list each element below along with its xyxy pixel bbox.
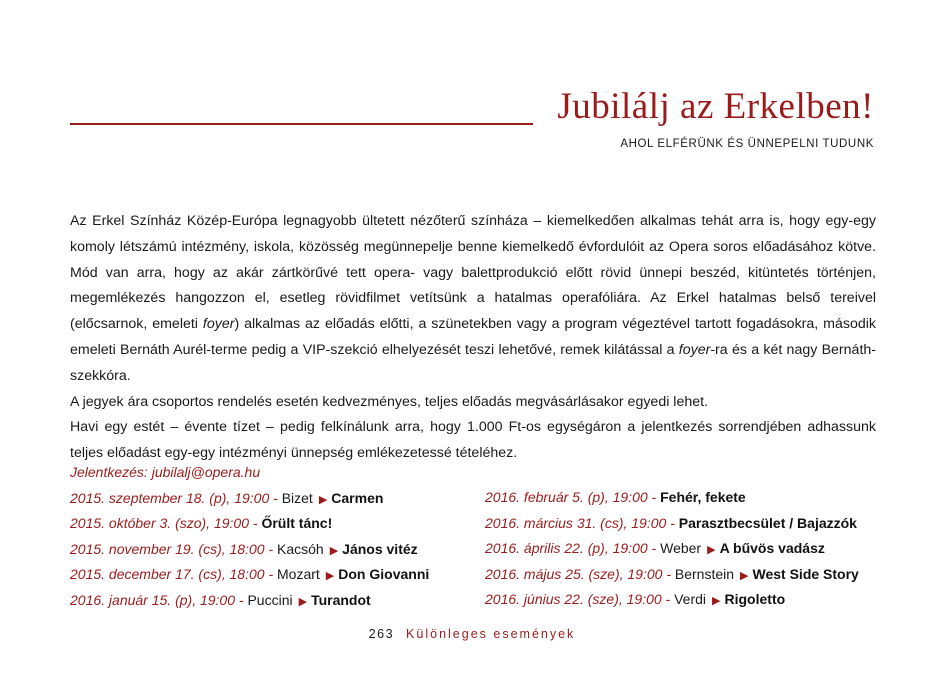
triangle-right-icon: ▶ — [325, 570, 335, 583]
schedule-row[interactable] — [485, 511, 859, 537]
triangle-right-icon: ▶ — [707, 544, 716, 557]
work-title: János vitéz — [342, 540, 418, 557]
contact-line[interactable]: Jelentkezés: jubilalj@opera.hu — [70, 464, 261, 480]
paragraph-pricing: A jegyek ára csoportos rendelés esetén kedvezményes, teljes előadás megvásárlásakor egyedi lehet. — [70, 393, 709, 410]
performance-date: 2016. június 22. (sze), 19:00 - — [485, 591, 675, 608]
composer-name: Bizet — [281, 489, 313, 506]
composer-name: Weber — [660, 540, 702, 557]
paragraph-part: ) alkalmas az előadás előtti, a szünetekben vagy a program végeztével tartott fogadásokra, második emeleti Bernáth Aurél-terme pedig a VIP-szekció elhelyezését teszi lehetővé, remek kilátással a — [70, 316, 876, 358]
page-subtitle: AHOL ELFÉRÜNK ÉS ÜNNEPELNI TUDUNK — [620, 138, 874, 150]
triangle-right-icon: ▶ — [740, 569, 749, 582]
schedule-row[interactable] — [70, 486, 429, 512]
work-title: Carmen — [331, 489, 384, 506]
work-title: Fehér, fekete — [660, 489, 746, 505]
performance-date: 2015. szeptember 18. (p), 19:00 - — [70, 489, 282, 506]
schedule-row[interactable] — [70, 537, 429, 563]
composer-name: Mozart — [277, 566, 320, 583]
performance-date: 2016. április 22. (p), 19:00 - — [485, 540, 661, 557]
schedule-row[interactable] — [70, 562, 429, 588]
schedule-row[interactable] — [485, 587, 859, 613]
work-title: Rigoletto — [724, 591, 786, 608]
performance-date: 2016. január 15. (p), 19:00 - — [70, 591, 248, 608]
performance-date: 2016. február 5. (p), 19:00 - — [485, 489, 661, 505]
schedule-right — [485, 485, 859, 613]
triangle-right-icon: ▶ — [329, 544, 339, 557]
work-title: West Side Story — [752, 565, 859, 582]
title-rule — [70, 123, 533, 125]
schedule-row[interactable] — [485, 485, 859, 511]
foyer-term: foyer — [202, 316, 235, 333]
paragraph-offer: Havi egy estét – évente tízet – pedig felkínálunk arra, hogy 1.000 Ft-os egységáron a jelentkezés sorrendjében adhassunk teljes előadást egy-egy intézményi ünnepség emlékezetessé tételéhez. — [70, 419, 876, 462]
performance-date: 2015. december 17. (cs), 18:00 - — [70, 566, 277, 583]
body-text — [70, 209, 876, 467]
triangle-right-icon: ▶ — [712, 595, 721, 608]
paragraph-part: Az Erkel Színház Közép-Európa legnagyobb ültetett nézőterű színháza – kiemelkedően alkalmas tehát arra is, hogy egy-egy komoly létszámú intézmény, iskola, közösség megünnepelje benne kiemelkedő évfordulóit az Opera soros előadásához kötve. Mód van arra, hogy az akár zártkörűvé tett opera- vagy balettprodukció előtt rövid ünnepi beszéd, kitüntetés történjen, megemlékezés hangozzon el, esetleg rövidfilmet vetítsünk a hatalmas operafóliára. Az Erkel hatalmas belső tereivel (előcsarnok, emeleti — [70, 213, 876, 333]
triangle-right-icon: ▶ — [298, 595, 308, 608]
schedule-row[interactable] — [70, 588, 429, 614]
performance-date: 2015. november 19. (cs), 18:00 - — [70, 540, 277, 557]
triangle-right-icon: ▶ — [318, 493, 328, 506]
performance-date: 2015. október 3. (szo), 19:00 - — [70, 515, 262, 532]
page-number: 263 — [368, 627, 395, 641]
composer-name: Verdi — [674, 591, 707, 608]
section-title: Különleges események — [406, 627, 576, 641]
page-footer — [0, 627, 944, 641]
composer-name: Puccini — [247, 591, 293, 608]
schedule-row[interactable] — [485, 536, 859, 562]
page-title: Jubilálj az Erkelben! — [557, 86, 874, 127]
paragraph-intro — [70, 209, 876, 390]
work-title: Őrült tánc! — [261, 515, 333, 532]
work-title: A bűvös vadász — [719, 540, 825, 557]
schedule-row[interactable] — [485, 562, 859, 588]
work-title: Parasztbecsület / Bajazzók — [678, 514, 857, 531]
performance-date: 2016. március 31. (cs), 19:00 - — [485, 514, 679, 531]
performance-date: 2016. május 25. (sze), 19:00 - — [485, 565, 675, 582]
paragraph-part: -ra és a két nagy Bernáth-szekkóra. — [70, 341, 876, 384]
work-title: Don Giovanni — [338, 566, 430, 583]
work-title: Turandot — [311, 591, 371, 608]
composer-name: Bernstein — [674, 565, 735, 582]
schedule-left — [70, 460, 429, 614]
composer-name: Kacsóh — [277, 540, 324, 557]
foyer-term: foyer — [678, 341, 711, 358]
schedule-row[interactable] — [70, 511, 429, 537]
